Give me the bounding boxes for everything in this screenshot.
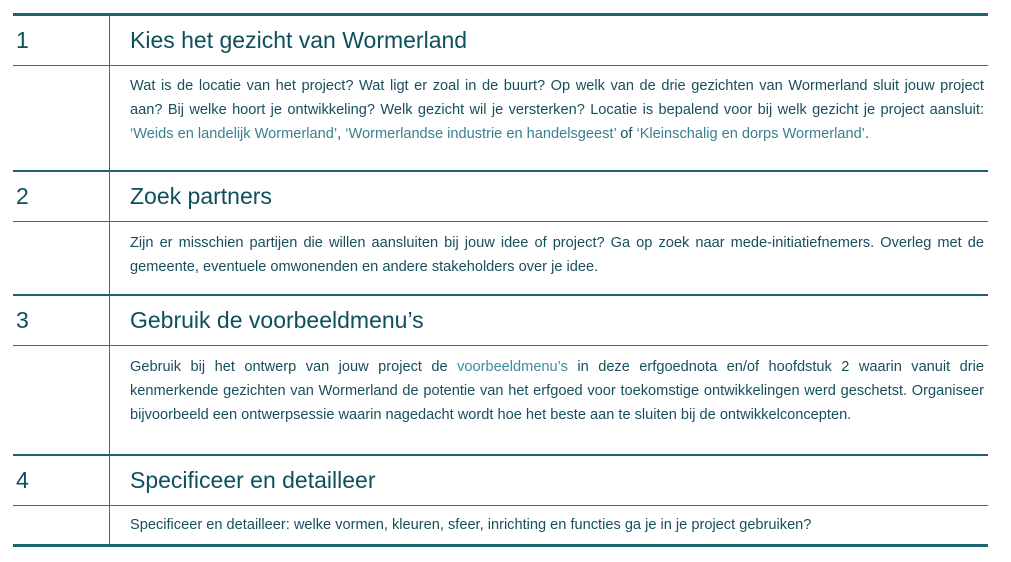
voorbeeldmenus-link[interactable]: voorbeeldmenu’s [457, 359, 568, 375]
step-header [13, 16, 988, 66]
step-number: 1 [13, 16, 110, 65]
step-title: Kies het gezicht van Wormerland [130, 27, 468, 53]
step-body [13, 222, 988, 296]
step-body [13, 506, 988, 544]
step-description: Zijn er misschien partijen die willen aansluiten bij jouw idee of project? Ga op zoek naar mede-initiatiefnemers. Overleg met de gemeente, eventuele omwonenden en andere stakeholders over je idee. [130, 235, 984, 275]
step-description: Specificeer en detailleer: welke vormen, kleuren, sfeer, inrichting en functies ga je in je project gebruiken? [130, 517, 812, 533]
steps-table [13, 13, 988, 547]
step-2 [13, 172, 988, 296]
step-number: 2 [13, 172, 110, 221]
quote-industrie: ‘Wormerlandse industrie en handelsgeest’ [345, 126, 617, 142]
step-header [13, 296, 988, 346]
step-title: Zoek partners [130, 183, 272, 209]
step-header [13, 172, 988, 222]
step-description: Gebruik bij het ontwerp van jouw project de voorbeeldmenu’s in deze erfgoednota en/of hoofdstuk 2 waarin vanuit drie kenmerkende gezichten van Wormerland de potentie van het erfgoed voor toekomstige ontwikkelingen werd geschetst. Organiseer bijvoorbeeld een ontwerpsessie waarin nagedacht wordt hoe het beste aan te sluiten bij de ontwikkelconcepten. [130, 359, 984, 423]
step-body [13, 66, 988, 172]
step-number: 3 [13, 296, 110, 345]
step-title: Gebruik de voorbeeldmenu’s [130, 307, 424, 333]
step-1 [13, 16, 988, 172]
quote-dorps: ‘Kleinschalig en dorps Wormerland’ [636, 126, 865, 142]
quote-weids: ‘Weids en landelijk Wormerland’ [130, 126, 338, 142]
step-3 [13, 296, 988, 456]
step-description: Wat is de locatie van het project? Wat ligt er zoal in de buurt? Op welk van de drie gezichten van Wormerland sluit jouw project aan? Bij welke hoort je ontwikkeling? Welk gezicht wil je versterken? Locatie is bepalend voor bij welk gezicht je project aansluit: ‘Weids en landelijk Wormerland’, ‘Wormerlandse industrie en handelsgeest’ of ‘Kleinschalig en dorps Wormerland’. [130, 78, 984, 142]
step-4 [13, 456, 988, 544]
step-number: 4 [13, 456, 110, 505]
step-body [13, 346, 988, 456]
step-title: Specificeer en detailleer [130, 467, 376, 493]
step-header [13, 456, 988, 506]
bottom-rule [13, 544, 988, 547]
